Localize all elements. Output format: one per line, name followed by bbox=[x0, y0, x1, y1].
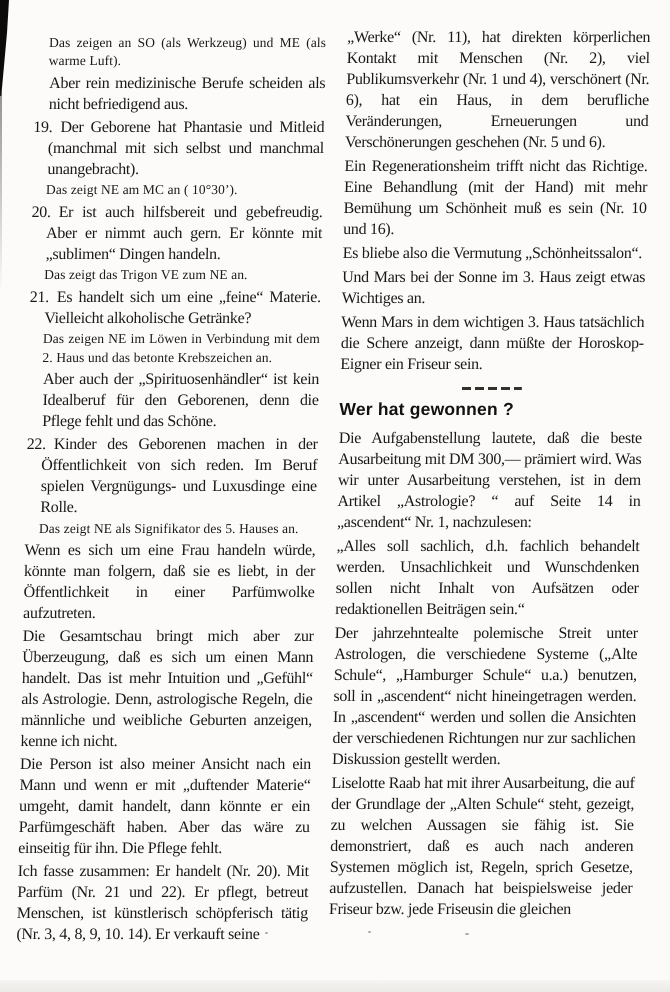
paragraph: Die Gesamtschau bringt mich aber zur Überzeugung, daß es sich um einen Mann handelt. Das ist mehr Intuition und „Gefühl“ als Astrologie. Denn, astrologische Regeln, die männliche und weibliche Geburten anzeigen, kenne ich nicht. bbox=[20, 628, 314, 750]
item-number: 19. bbox=[33, 118, 53, 136]
paragraph: Es bliebe also die Vermutung „Schönheitssalon“. bbox=[342, 245, 643, 262]
item-text: Kinder des Geborenen machen in der Öffentlichkeit von sich reden. Im Beruf spielen Vergnügungs- und Luxusdinge eine Rolle. bbox=[40, 436, 318, 516]
paragraph: Liselotte Raab hat mit ihrer Ausarbeitung, die auf der Grundlage der „Alten Schule“ steht, gezeigt, zu welchen Aussagen sie fähig ist. Sie demonstriert, daß es auch nach anderen Systemen möglich ist, Regeln, sprich Gesetze, aufzustellen. Danach hat beispielsweise jeder Friseur bzw. jede Friseusin die gleichen bbox=[328, 775, 635, 918]
left-column bbox=[16, 32, 326, 947]
section-heading: Wer hat gewonnen ? bbox=[339, 399, 515, 419]
item-text: Der Geborene hat Phantasie und Mitleid (manchmal mit sich selbst und manchmal unangebracht). bbox=[47, 118, 325, 178]
dashed-separator bbox=[461, 387, 521, 390]
scan-speck bbox=[265, 932, 268, 934]
item-text: Er ist auch hilfsbereit und gebefreudig. Aber er nimmt auch gern. Er könnte mit „sublimen“ Dingen handeln. bbox=[45, 203, 323, 263]
numbered-item bbox=[25, 434, 318, 518]
astro-note: Das zeigen an SO (als Werkzeug) und ME (als warme Luft). bbox=[48, 34, 327, 68]
page-bottom-edge bbox=[0, 980, 670, 992]
item-text: Es handelt sich um eine „feine“ Materie. Vielleicht alkoholische Getränke? bbox=[44, 288, 321, 327]
paragraph: Ein Regenerationsheim trifft nicht das Richtige. Eine Behandlung (mit der Hand) mit mehr Bemühung um Schönheit muß es sein (Nr. 10 und 16). bbox=[343, 158, 648, 238]
paragraph: Die Aufgabenstellung lautete, daß die beste Ausarbeitung mit DM 300,— prämiert wird. Was wir unter Ausarbeitung verstehen, ist in dem Artikel „Astrologie? “ auf Seite 14 in „ascendent“ Nr. 1, nachzulesen: bbox=[336, 430, 642, 531]
astro-note: Das zeigt NE als Signifikator des 5. Hauses an. bbox=[38, 520, 299, 536]
paragraph: „Alles soll sachlich, d.h. fachlich behandelt werden. Unsachlichkeit und Wunschdenken sollen nicht Inhalt von Aufsätzen oder redaktionellen Beiträgen sein.“ bbox=[335, 538, 640, 618]
astro-note: Das zeigt NE am MC an ( 10°30’). bbox=[45, 182, 238, 197]
numbered-item bbox=[30, 202, 322, 265]
paragraph: Die Person ist also meiner Ansicht nach ein Mann und wenn er mit „duftender Materie“ umgeht, damit handelt, dann könnte er ein Parfümgeschäft haben. Aber das wäre zu einseitig für ihn. Die Pflege fehlt. bbox=[18, 756, 312, 857]
paragraph: Wenn es sich um eine Frau handeln würde, könnte man folgern, daß sie es liebt, in der Öffentlichkeit in einer Parfümwolke aufzutreten. bbox=[22, 542, 316, 622]
paragraph: Ich fasse zusammen: Er handelt (Nr. 20). Mit Parfüm (Nr. 21 und 22). Er pflegt, betreut Menschen, ist künstlerisch schöpferisch tätig (Nr. 3, 4, 8, 9, 10. 14). Er verkauft seine bbox=[16, 863, 309, 943]
astro-note: Das zeigt das Trigon VE zum NE an. bbox=[44, 267, 248, 282]
scan-speck bbox=[368, 931, 371, 933]
paragraph: „Werke“ (Nr. 11), hat direkten körperlichen Kontakt mit Menschen (Nr. 2), viel Publikumsverkehr (Nr. 1 und 4), verschönert (Nr. 6), hat ein Haus, in dem berufliche Veränderungen, Erneuerungen und Verschönerungen geschehen (Nr. 5 und 6). bbox=[344, 29, 651, 151]
item-number: 21. bbox=[29, 288, 50, 306]
paragraph: Und Mars bei der Sonne im 3. Haus zeigt etwas Wichtiges an. bbox=[341, 269, 646, 307]
paragraph: Aber rein medizinische Berufe scheiden als nicht befriedigend aus. bbox=[48, 74, 326, 113]
item-number: 20. bbox=[31, 203, 51, 221]
right-column bbox=[329, 27, 651, 923]
numbered-item bbox=[29, 287, 321, 329]
paragraph: Der jahrzehntealte polemische Streit unter Astrologen, die verschiedene Systeme („Alte Schule“, „Hamburger Schule“ u.a.) benutzen, soll in „ascendent“ nicht hineingetragen werden. In „ascendent“ werden und sollen die Ansichten der verschiedenen Richtungen nur zur sachlichen Diskussion gestellt werden. bbox=[331, 625, 638, 768]
astro-note: Das zeigen NE im Löwen in Verbindung mit dem 2. Haus und das betonte Krebszeichen an. bbox=[42, 331, 321, 365]
numbered-item bbox=[32, 117, 324, 180]
scan-edge-shadow bbox=[0, 92, 2, 292]
paragraph: Aber auch der „Spirituosenhändler“ ist kein Idealberuf für den Geborenen, denn die Pflege fehlt und das Schöne. bbox=[41, 371, 320, 430]
item-number: 22. bbox=[26, 436, 46, 453]
paragraph: Wenn Mars in dem wichtigen 3. Haus tatsächlich die Schere anzeigt, dann müßte der Horoskop-Eigner ein Friseur sein. bbox=[340, 314, 645, 373]
scan-speck bbox=[465, 933, 469, 935]
